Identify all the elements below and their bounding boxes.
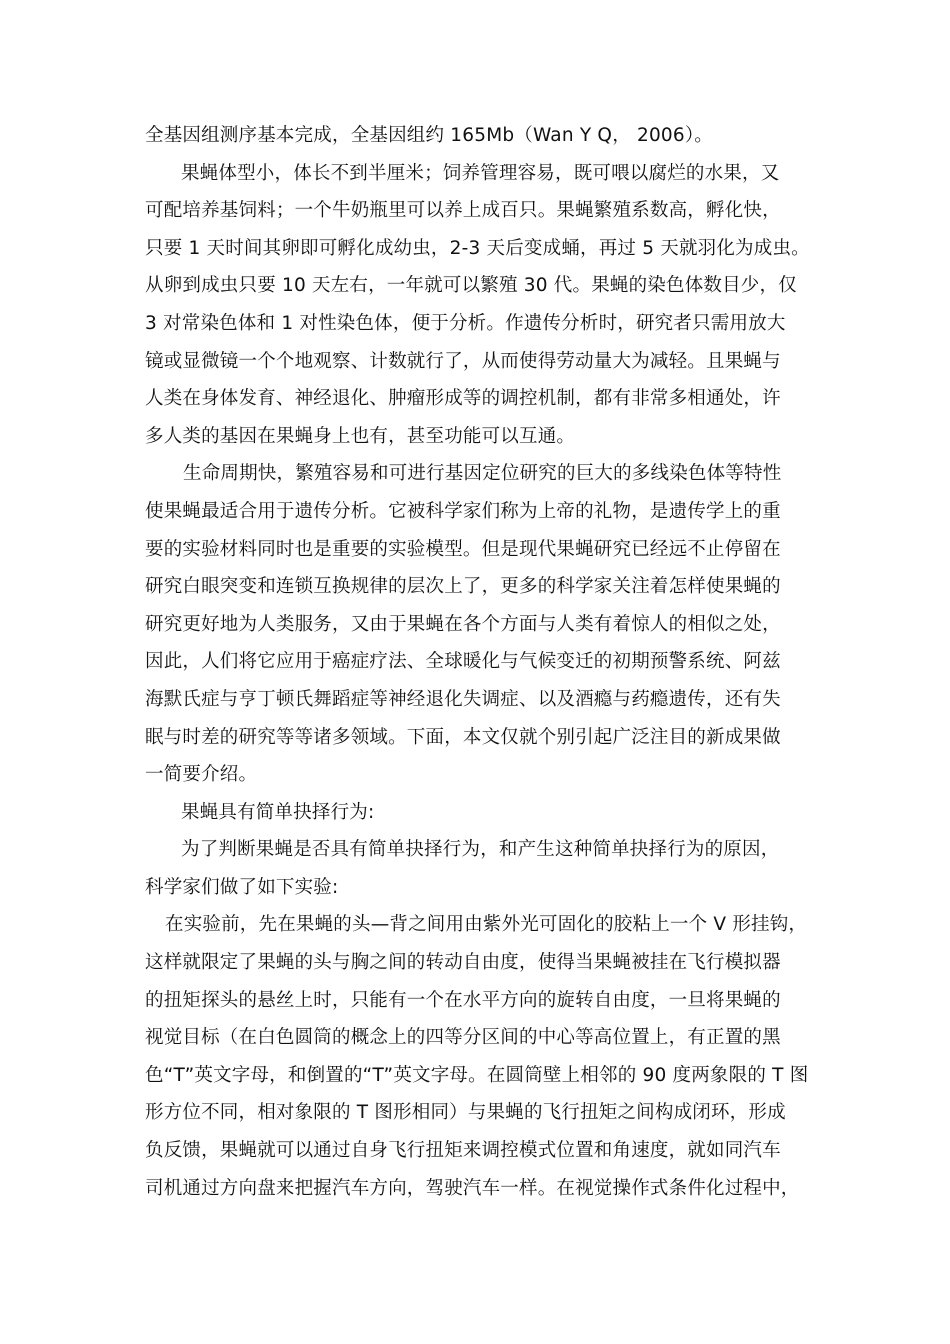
text-line: 一简要介绍。 <box>145 764 258 786</box>
text-line: 从卵到成虫只要 10 天左右，一年就可以繁殖 30 代。果蝇的染色体数目少，仅 <box>145 275 797 297</box>
text-line: 因此，人们将它应用于癌症疗法、全球暖化与气候变迁的初期预警系统、阿兹 <box>145 651 781 673</box>
text-line: 使果蝇最适合用于遗传分析。它被科学家们称为上帝的礼物，是遗传学上的重 <box>145 500 781 522</box>
text-line: 形方位不同，相对象限的 T 图形相同）与果蝇的飞行扭矩之间构成闭环，形成 <box>145 1102 786 1124</box>
text-line: 眠与时差的研究等等诸多领域。下面，本文仅就个别引起广泛注目的新成果做 <box>145 726 781 748</box>
text-line: 这样就限定了果蝇的头与胸之间的转动自由度，使得当果蝇被挂在飞行模拟器 <box>145 952 781 974</box>
text-line: 镜或显微镜一个个地观察、计数就行了，从而使得劳动量大为减轻。且果蝇与 <box>145 350 781 372</box>
text-line: 研究白眼突变和连锁互换规律的层次上了，更多的科学家关注着怎样使果蝇的 <box>145 576 781 598</box>
section-heading: 果蝇具有简单抉择行为: <box>181 801 375 823</box>
text-line: 色“T”英文字母，和倒置的“T”英文字母。在圆筒壁上相邻的 90 度两象限的 T 图 <box>145 1064 809 1086</box>
text-line: 可配培养基饲料；一个牛奶瓶里可以养上成百只。果蝇繁殖系数高，孵化快， <box>145 200 781 222</box>
text-line: 全基因组测序基本完成，全基因组约 165Mb（Wan Y Q， 2006）。 <box>145 125 714 146</box>
text-line: 只要 1 天时间其卵即可孵化成幼虫，2-3 天后变成蛹，再过 5 天就羽化为成虫。 <box>145 237 810 259</box>
paragraph-first-line: 为了判断果蝇是否具有简单抉择行为，和产生这种简单抉择行为的原因， <box>181 839 780 861</box>
paragraph-first-line: 生命周期快，繁殖容易和可进行基因定位研究的巨大的多线染色体等特性 <box>183 463 782 485</box>
text-line: 研究更好地为人类服务，又由于果蝇在各个方面与人类有着惊人的相似之处， <box>145 613 781 635</box>
text-line: 科学家们做了如下实验: <box>145 876 339 898</box>
paragraph-first-line: 果蝇体型小，体长不到半厘米；饲养管理容易，既可喂以腐烂的水果，又 <box>181 162 780 184</box>
text-line: 多人类的基因在果蝇身上也有，甚至功能可以互通。 <box>145 425 576 447</box>
text-line: 要的实验材料同时也是重要的实验模型。但是现代果蝇研究已经远不止停留在 <box>145 538 781 560</box>
text-line: 人类在身体发育、神经退化、肿瘤形成等的调控机制，都有非常多相通处，许 <box>145 388 781 410</box>
paragraph-first-line: 在实验前，先在果蝇的头—背之间用由紫外光可固化的胶粘上一个 V 形挂钩， <box>165 914 808 936</box>
text-line: 的扭矩探头的悬丝上时，只能有一个在水平方向的旋转自由度，一旦将果蝇的 <box>145 989 781 1011</box>
text-line: 海默氏症与亨丁顿氏舞蹈症等神经退化失调症、以及酒瘾与药瘾遗传，还有失 <box>145 688 781 710</box>
text-line: 3 对常染色体和 1 对性染色体，便于分析。作遗传分析时，研究者只需用放大 <box>145 312 786 334</box>
text-line: 负反馈，果蝇就可以通过自身飞行扭矩来调控模式位置和角速度，就如同汽车 <box>145 1140 781 1162</box>
text-line: 视觉目标（在白色圆筒的概念上的四等分区间的中心等高位置上，有正置的黑 <box>145 1027 781 1049</box>
text-line: 司机通过方向盘来把握汽车方向，驾驶汽车一样。在视觉操作式条件化过程中， <box>145 1177 800 1199</box>
body-text <box>145 117 813 1207</box>
